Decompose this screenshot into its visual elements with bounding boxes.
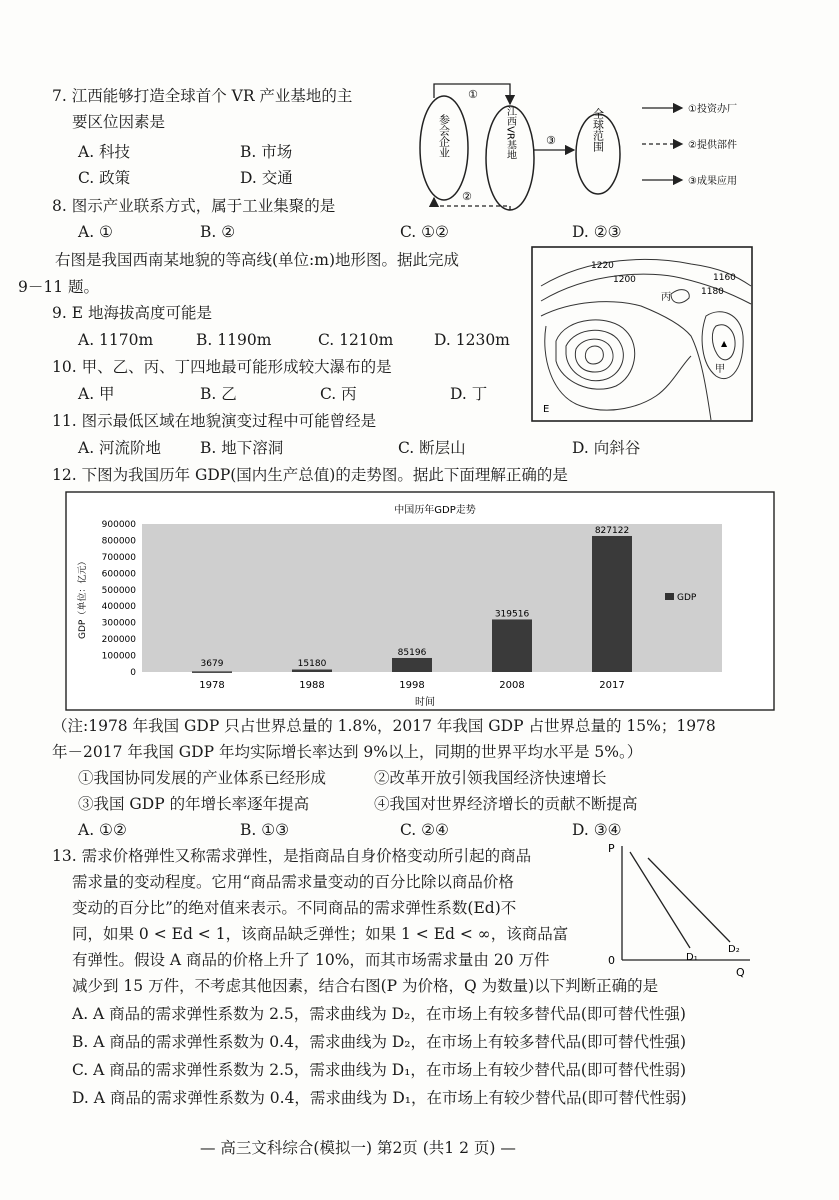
q9-option-c: C. 1210m [318,331,394,349]
q10-option-c: C. 丙 [320,385,357,403]
q13-option-d: D. A 商品的需求弹性系数为 0.4，需求曲线为 D₁，在市场上有较少替代品(即可替代性弱) [72,1089,687,1107]
q12-stem: 12. 下图为我国历年 GDP(国内生产总值)的走势图。据此下面理解正确的是 [52,466,568,484]
q12-note-line2: 年－2017 年我国 GDP 年均实际增长率达到 9%以上，同期的世界平均水平是 5%。） [52,743,643,761]
q9-11-intro-line1: 右图是我国西南某地貌的等高线(单位:m)地形图。据此完成 [55,251,460,269]
q13-line3: 变动的百分比”的绝对值来表示。不同商品的需求弹性系数(Ed)不 [72,899,517,917]
legend3-text: ③成果应用 [688,176,737,187]
q7-option-c: C. 政策 [78,169,131,187]
q12-option-b: B. ①③ [240,821,290,839]
gdp-bar-1988 [292,670,332,672]
arrow3-label: ③ [546,134,556,147]
q10-option-b: B. 乙 [200,385,237,403]
x-tick-label-2008: 2008 [499,680,525,691]
q10-stem: 10. 甲、乙、丙、丁四地最可能形成较大瀑布的是 [52,358,392,376]
chart-plot-area [142,524,722,672]
legend-label: GDP [677,593,697,603]
q12-statement-3: ③我国 GDP 的年增长率逐年提高 [78,795,310,813]
origin-label: 0 [608,954,615,967]
bar-value-label-2008: 319516 [494,609,530,620]
gdp-bar-2008 [492,619,532,672]
legend2-text: ②提供部件 [688,140,737,151]
node-right-label: 全球范围 [591,108,605,152]
q11-option-b: B. 地下溶洞 [200,439,284,457]
y-tick-label: 800000 [101,536,136,547]
q12-note-line1: （注:1978 年我国 GDP 只占世界总量的 1.8%，2017 年我国 GDP 占世界总量的 15%；1978 [52,717,716,735]
q7-option-a: A. 科技 [78,143,131,161]
q13-option-c: C. A 商品的需求弹性系数为 2.5，需求曲线为 D₁，在市场上有较少替代品(即可替代性弱) [72,1061,687,1079]
q8-option-c: C. ①② [400,223,449,241]
site-bing: 丙 [661,292,671,303]
y-tick-label: 700000 [101,552,136,563]
q9-11-intro-line2: 9－11 题。 [18,278,100,296]
curve-d1 [630,852,690,948]
x-tick-label-1998: 1998 [399,680,425,691]
y-tick-label: 500000 [101,585,136,596]
q9-option-b: B. 1190m [196,331,272,349]
q10-option-a: A. 甲 [78,385,115,403]
q13-option-a: A. A 商品的需求弹性系数为 2.5，需求曲线为 D₂，在市场上有较多替代品(即可替代性强) [72,1005,686,1023]
bar-value-label-1998: 85196 [397,647,427,658]
arrow1-label: ① [468,88,478,101]
q12-statement-2: ②改革开放引领我国经济快速增长 [374,769,607,787]
x-tick-label-1988: 1988 [299,680,325,691]
bar-value-label-2017: 827122 [594,525,630,536]
q8-option-b: B. ② [200,223,236,241]
q13-line5: 有弹性。假设 A 商品的价格上升了 10%，而其市场需求量由 20 万件 [72,951,550,969]
q8-option-d: D. ②③ [572,223,622,241]
y-tick-label: 400000 [101,602,136,613]
x-tick-label-2017: 2017 [599,680,625,691]
y-tick-label: 0 [130,668,136,678]
peak-marker: ▲ [721,339,728,348]
q9-stem: 9. E 地海拔高度可能是 [52,304,212,322]
x-tick-label-1978: 1978 [199,680,225,691]
q12-option-c: C. ②④ [400,821,449,839]
q12-statement-4: ④我国对世界经济增长的贡献不断提高 [374,795,638,813]
y-tick-label: 600000 [101,569,136,580]
q13-line6: 减少到 15 万件，不考虑其他因素，结合右图(P 为价格，Q 为数量)以下判断正确的是 [72,977,659,995]
q12-option-a: A. ①② [78,821,127,839]
q9-option-d: D. 1230m [434,331,510,349]
node-mid-label: 江西VR基地 [504,106,516,160]
site-jia: 甲 [715,364,725,375]
arrow2-label: ② [462,190,472,203]
y-tick-label: 900000 [101,520,136,530]
d2-label: D₂ [728,944,740,955]
q7-stem-line2: 要区位因素是 [72,113,166,131]
demand-curve-graph [600,840,760,980]
y-tick-label: 300000 [101,618,136,629]
chart-xlabel: 时间 [415,697,435,708]
gdp-bar-1978 [192,671,232,673]
p-axis-label: P [608,842,615,855]
d1-label: D₁ [686,952,698,963]
q13-line4: 同，如果 0 < Ed < 1，该商品缺乏弹性；如果 1 < Ed < ∞，该商品富 [72,925,569,943]
contour-label-1220: 1220 [591,261,614,271]
industry-linkage-diagram [410,78,760,218]
chart-ylabel: GDP（单位：亿元） [78,556,88,639]
q7-option-b: B. 市场 [240,143,293,161]
gdp-bar-chart [65,491,775,711]
page-footer: — 高三文科综合(模拟一) 第2页 (共1 2 页) — [200,1139,516,1157]
contour-map [531,246,753,422]
q8-option-a: A. ① [78,223,113,241]
q11-stem: 11. 图示最低区域在地貌演变过程中可能曾经是 [52,412,377,430]
q11-option-d: D. 向斜谷 [572,439,641,457]
q12-option-d: D. ③④ [572,821,622,839]
y-tick-label: 200000 [101,635,136,646]
bar-value-label-1988: 15180 [297,659,327,669]
q12-statement-1: ①我国协同发展的产业体系已经形成 [78,769,327,787]
gdp-bar-1998 [392,658,432,672]
contour-label-1180: 1180 [701,287,724,297]
q8-stem: 8. 图示产业联系方式，属于工业集聚的是 [52,197,336,215]
chart-title: 中国历年GDP走势 [394,505,476,516]
contour-label-1160: 1160 [713,273,736,283]
q13-line2: 需求量的变动程度。它用“商品需求量变动的百分比除以商品价格 [72,873,514,891]
gdp-bar-2017 [592,536,632,672]
q7-option-d: D. 交通 [240,169,293,187]
q11-option-a: A. 河流阶地 [78,439,162,457]
q9-option-a: A. 1170m [78,331,154,349]
q13-line1: 13. 需求价格弹性又称需求弹性，是指商品自身价格变动所引起的商品 [52,847,532,865]
legend1-text: ①投资办厂 [688,104,737,115]
node-left-label: 参会企业 [437,114,451,158]
contour-label-1200: 1200 [613,275,636,285]
legend-swatch [665,593,674,600]
bar-value-label-1978: 3679 [200,659,224,669]
q10-option-d: D. 丁 [450,385,488,403]
q11-option-c: C. 断层山 [398,439,466,457]
q7-stem-line1: 7. 江西能够打造全球首个 VR 产业基地的主 [52,87,353,105]
y-tick-label: 100000 [101,651,136,662]
q13-option-b: B. A 商品的需求弹性系数为 0.4，需求曲线为 D₂，在市场上有较多替代品(即可替代性强) [72,1033,687,1051]
q-axis-label: Q [736,966,745,979]
site-e: E [543,404,550,415]
